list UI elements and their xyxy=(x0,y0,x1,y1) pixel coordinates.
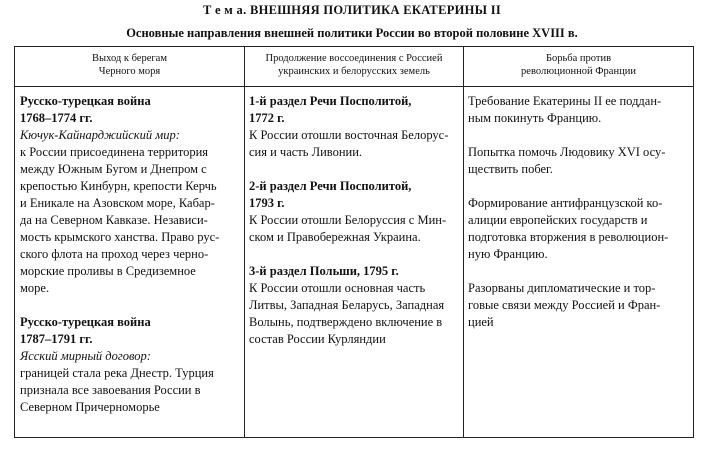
column-black-sea xyxy=(20,93,242,416)
partition-title: 2-й раздел Речи Посполитой, xyxy=(249,179,412,193)
text-line: Требование Екатерины II ее поддан- xyxy=(468,94,662,108)
text-line: крепостью Кинбурн, крепости Керчь xyxy=(20,179,217,193)
page-subtitle: Основные направления внешней политики России во второй половине XVIII в. xyxy=(126,26,578,40)
text-line: морские проливы в Средиземное xyxy=(20,264,196,278)
war-years: 1787–1791 гг. xyxy=(20,332,93,346)
heading-line: Борьба против xyxy=(545,53,612,64)
heading-line: Черного моря xyxy=(98,66,161,77)
partition-year: 1793 г. xyxy=(249,196,285,210)
text-line: Формирование антифранцузской ко- xyxy=(468,196,663,210)
text-line: да на Северном Кавказе. Независи- xyxy=(20,213,208,227)
text-line: цией xyxy=(468,315,494,329)
heading-line: революционной Франции xyxy=(521,66,636,77)
text-line: говые связи между Россией и Фран- xyxy=(468,298,661,312)
partition-year: 1772 г. xyxy=(249,111,285,125)
text-line: ным покинуть Францию. xyxy=(468,111,602,125)
text-line: ную Францию. xyxy=(468,247,548,261)
text-line: сия и часть Ливонии. xyxy=(249,145,363,159)
war-title: Русско-турецкая война xyxy=(20,315,151,329)
text-line: ществить побег. xyxy=(468,162,553,176)
table-header-row xyxy=(15,47,693,87)
text-line: К России отошли Белоруссия с Мин- xyxy=(249,213,447,227)
heading-line: Продолжение воссоединения с Россией xyxy=(265,53,443,64)
column-heading-reunification xyxy=(245,52,463,78)
partition-title: 1-й раздел Речи Посполитой, xyxy=(249,94,412,108)
war-title: Русско-турецкая война xyxy=(20,94,151,108)
text-line: Северном Причерноморье xyxy=(20,400,160,414)
text-line: Волынь, подтверждено включение в xyxy=(249,315,443,329)
text-line: мость крымского ханства. Право рус- xyxy=(20,230,220,244)
text-line: к России присоединена территория xyxy=(20,145,209,159)
column-reunification xyxy=(249,93,461,348)
text-line: Разорваны дипломатические и тор- xyxy=(468,281,656,295)
column-divider xyxy=(463,47,464,437)
page-title: Т е м а. ВНЕШНЯЯ ПОЛИТИКА ЕКАТЕРИНЫ II xyxy=(202,3,502,17)
text-line: море. xyxy=(20,281,50,295)
text-line: К России отошли восточная Белорус- xyxy=(249,128,449,142)
text-line: границей стала река Днестр. Турция xyxy=(20,366,214,380)
heading-line: Выход к берегам xyxy=(92,53,167,64)
column-heading-france xyxy=(464,52,693,78)
column-france xyxy=(468,93,692,331)
text-line: между Южным Бугом и Днепром с xyxy=(20,162,207,176)
text-line: ском и Правобережная Украина. xyxy=(249,230,421,244)
treaty-name: Ясский мирный договор: xyxy=(20,349,151,363)
partition-title: 3-й раздел Польши, 1795 г. xyxy=(249,264,399,278)
text-line: и Еникале на Азовском море, Кабар- xyxy=(20,196,215,210)
text-line: ского флота на проход через черно- xyxy=(20,247,209,261)
treaty-name: Кючук-Кайнарджийский мир: xyxy=(20,128,180,142)
directions-table xyxy=(14,46,694,438)
text-line: Попытка помочь Людовику XVI осу- xyxy=(468,145,666,159)
heading-line: украинских и белорусских земель xyxy=(278,66,430,77)
war-years: 1768–1774 гг. xyxy=(20,111,93,125)
text-line: К России отошли основная часть xyxy=(249,281,426,295)
text-line: подготовка вторжения в революцион- xyxy=(468,230,669,244)
text-line: состав России Курляндии xyxy=(249,332,386,346)
column-divider xyxy=(244,47,245,437)
text-line: признала все завоевания России в xyxy=(20,383,201,397)
text-line: алиции европейских государств и xyxy=(468,213,648,227)
text-line: Литвы, Западная Беларусь, Западная xyxy=(249,298,445,312)
column-heading-black-sea xyxy=(15,52,244,78)
